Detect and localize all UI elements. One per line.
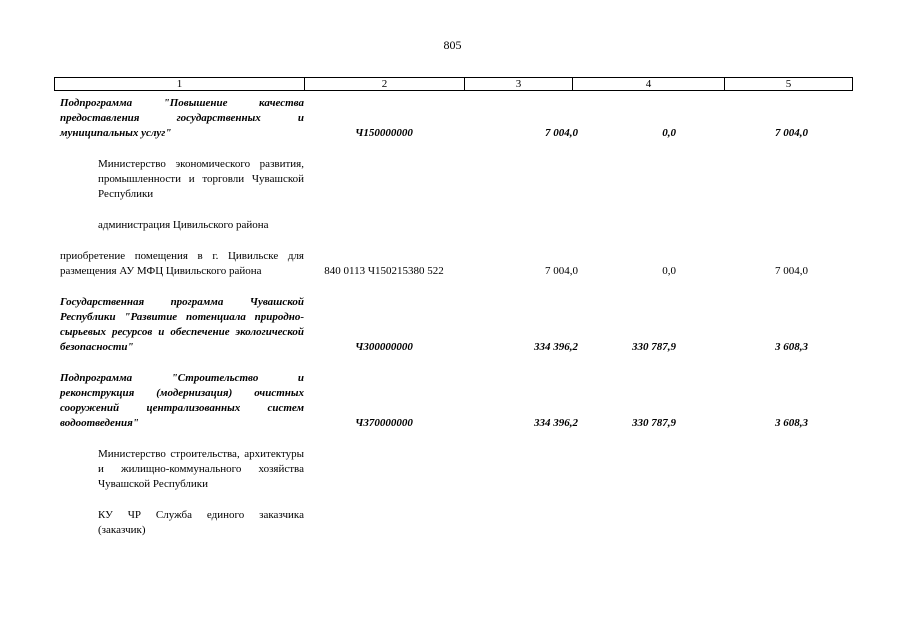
row-col4: 0,0 (662, 265, 676, 277)
row-col5: 3 608,3 (775, 341, 808, 353)
header-col-2: 2 (305, 78, 465, 90)
row-col3: 334 396,2 (534, 341, 578, 353)
row-col3: 7 004,0 (545, 127, 578, 139)
row-col4: 330 787,9 (632, 417, 676, 429)
row-code: 840 0113 Ч150215380 522 (324, 265, 444, 277)
row-description: Подпрограмма "Строительство и реконструкция (модернизация) очистных сооружений централизованных систем водоотведения" (60, 372, 304, 429)
row-col5: 7 004,0 (775, 127, 808, 139)
table-row (54, 96, 853, 141)
row-description: Государственная программа Чувашской Республики "Развитие потенциала природно-сырьевых ресурсов и обеспечение экологической безопасности" (60, 296, 304, 353)
row-description: Министерство строительства, архитектуры и жилищно-коммунального хозяйства Чувашской Республики (98, 448, 304, 490)
header-col-1: 1 (55, 78, 305, 90)
table-body (54, 96, 853, 554)
row-description: Подпрограмма "Повышение качества предоставления государственных и муниципальных услуг" (60, 97, 304, 139)
table-row (54, 157, 853, 202)
table-row (54, 508, 853, 538)
row-description: КУ ЧР Служба единого заказчика (заказчик) (98, 509, 304, 536)
row-col4: 0,0 (662, 127, 676, 139)
table-row (54, 295, 853, 355)
header-col-5: 5 (785, 78, 792, 90)
table-row (54, 447, 853, 492)
row-description: приобретение помещения в г. Цивильске для размещения АУ МФЦ Цивильского района (60, 250, 304, 277)
header-col-4: 4 (573, 78, 725, 90)
row-code: Ч370000000 (355, 417, 413, 429)
table-row (54, 218, 853, 233)
row-col4: 330 787,9 (632, 341, 676, 353)
row-code: Ч150000000 (355, 127, 413, 139)
table-row (54, 249, 853, 279)
row-code: Ч300000000 (355, 341, 413, 353)
header-col-3: 3 (465, 78, 573, 90)
row-col5: 7 004,0 (775, 265, 808, 277)
table-header (54, 77, 853, 91)
table-row (54, 371, 853, 431)
row-description: администрация Цивильского района (98, 219, 269, 231)
row-description: Министерство экономического развития, промышленности и торговли Чувашской Республики (98, 158, 304, 200)
row-col5: 3 608,3 (775, 417, 808, 429)
page-number: 805 (443, 38, 462, 52)
row-col3: 334 396,2 (534, 417, 578, 429)
row-col3: 7 004,0 (545, 265, 578, 277)
